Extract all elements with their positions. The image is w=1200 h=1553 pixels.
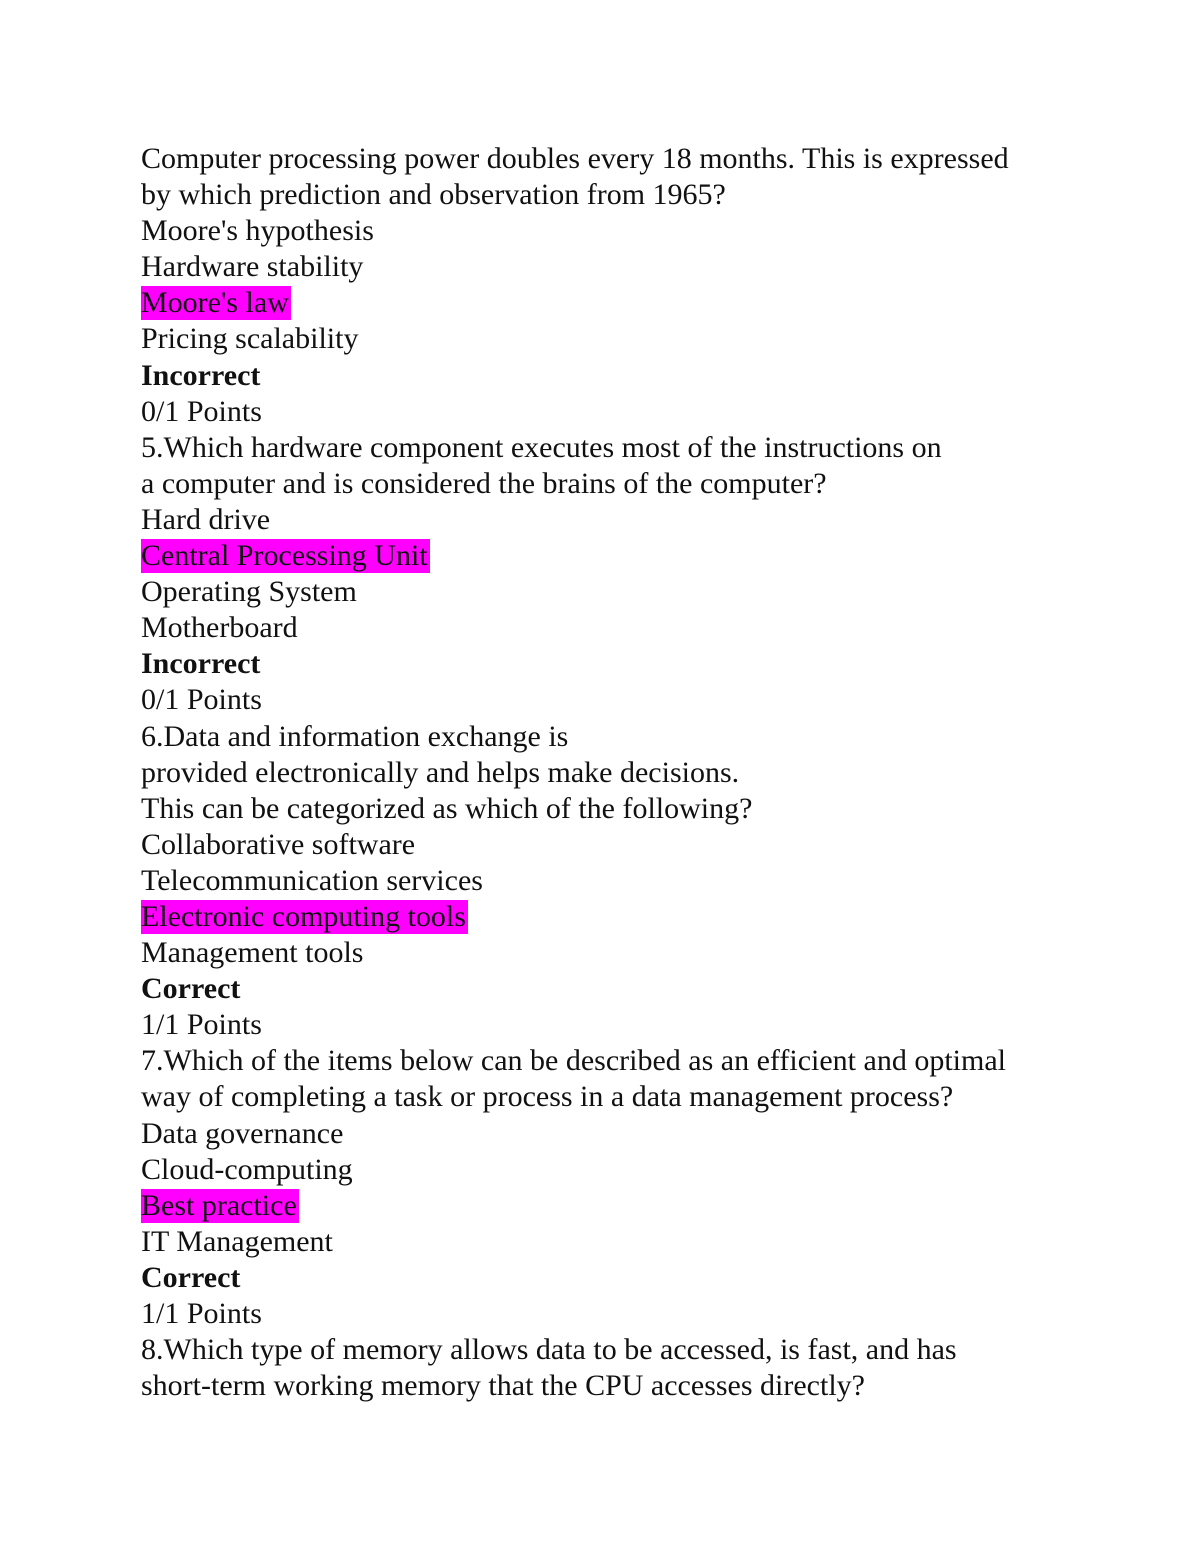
text-line-row xyxy=(141,574,1081,610)
text-line: Data governance xyxy=(141,1116,344,1150)
text-line-row xyxy=(141,827,1081,863)
text-line: Motherboard xyxy=(141,611,298,645)
text-line-row xyxy=(141,755,1081,791)
text-line: Computer processing power doubles every 18 months. This is expressed xyxy=(141,142,1009,175)
text-line: IT Management xyxy=(141,1224,333,1258)
text-line-row xyxy=(141,321,1081,357)
question-text-row xyxy=(141,1332,1081,1368)
question-text: 6.Data and information exchange is xyxy=(141,719,569,753)
text-line-row xyxy=(141,141,1081,177)
text-line-row xyxy=(141,791,1081,827)
points-score: 1/1 Points xyxy=(141,1008,262,1042)
result-status-row xyxy=(141,1260,1081,1296)
text-line: Collaborative software xyxy=(141,827,416,861)
text-line: short-term working memory that the CPU accesses directly? xyxy=(141,1369,865,1403)
text-line: Pricing scalability xyxy=(141,322,359,356)
document-page xyxy=(141,141,1081,1404)
result-status: Correct xyxy=(141,1260,241,1294)
text-line-row xyxy=(141,249,1081,285)
points-score: 0/1 Points xyxy=(141,394,262,428)
text-line-row xyxy=(141,1224,1081,1260)
highlighted-answer-row xyxy=(141,899,1081,935)
question-text: 8.Which type of memory allows data to be accessed, is fast, and has xyxy=(141,1333,957,1367)
text-line-row xyxy=(141,213,1081,249)
text-line: Hardware stability xyxy=(141,250,364,284)
highlighted-answer-row xyxy=(141,1188,1081,1224)
text-line-row xyxy=(141,502,1081,538)
text-line-row xyxy=(141,1368,1081,1404)
text-line: Moore's hypothesis xyxy=(141,214,374,248)
text-line: way of completing a task or process in a data management process? xyxy=(141,1080,954,1114)
result-status-row xyxy=(141,971,1081,1007)
result-status-row xyxy=(141,646,1081,682)
highlighted-answer: Central Processing Unit xyxy=(141,539,428,573)
question-text: 5.Which hardware component executes most of the instructions on xyxy=(141,430,942,464)
text-line: Management tools xyxy=(141,936,364,970)
text-line-row xyxy=(141,935,1081,971)
text-line-row xyxy=(141,177,1081,213)
result-status: Correct xyxy=(141,972,241,1006)
result-status: Incorrect xyxy=(141,647,261,681)
result-status: Incorrect xyxy=(141,358,261,392)
text-line-row xyxy=(141,1079,1081,1115)
points-score: 0/1 Points xyxy=(141,683,262,717)
highlighted-answer-row xyxy=(141,285,1081,321)
result-status-row xyxy=(141,358,1081,394)
text-line: a computer and is considered the brains of the computer? xyxy=(141,466,827,500)
question-text-row xyxy=(141,719,1081,755)
points-score-row xyxy=(141,394,1081,430)
points-score-row xyxy=(141,1296,1081,1332)
points-score-row xyxy=(141,1007,1081,1043)
question-text-row xyxy=(141,430,1081,466)
text-line-row xyxy=(141,1116,1081,1152)
text-line: by which prediction and observation from 1965? xyxy=(141,178,726,212)
text-line: Operating System xyxy=(141,575,357,609)
text-line-row xyxy=(141,610,1081,646)
text-line: Hard drive xyxy=(141,502,271,536)
text-line: Cloud-computing xyxy=(141,1152,353,1186)
question-text: 7.Which of the items below can be described as an efficient and optimal xyxy=(141,1044,1006,1078)
text-line-row xyxy=(141,863,1081,899)
text-line-row xyxy=(141,466,1081,502)
points-score-row xyxy=(141,682,1081,718)
highlighted-answer: Moore's law xyxy=(141,286,289,320)
highlighted-answer: Electronic computing tools xyxy=(141,899,466,933)
highlighted-answer: Best practice xyxy=(141,1188,297,1222)
highlighted-answer-row xyxy=(141,538,1081,574)
points-score: 1/1 Points xyxy=(141,1297,262,1330)
text-line-row xyxy=(141,1152,1081,1188)
text-line: This can be categorized as which of the following? xyxy=(141,791,753,825)
question-text-row xyxy=(141,1043,1081,1079)
text-line: provided electronically and helps make decisions. xyxy=(141,755,740,789)
text-line: Telecommunication services xyxy=(141,863,483,897)
